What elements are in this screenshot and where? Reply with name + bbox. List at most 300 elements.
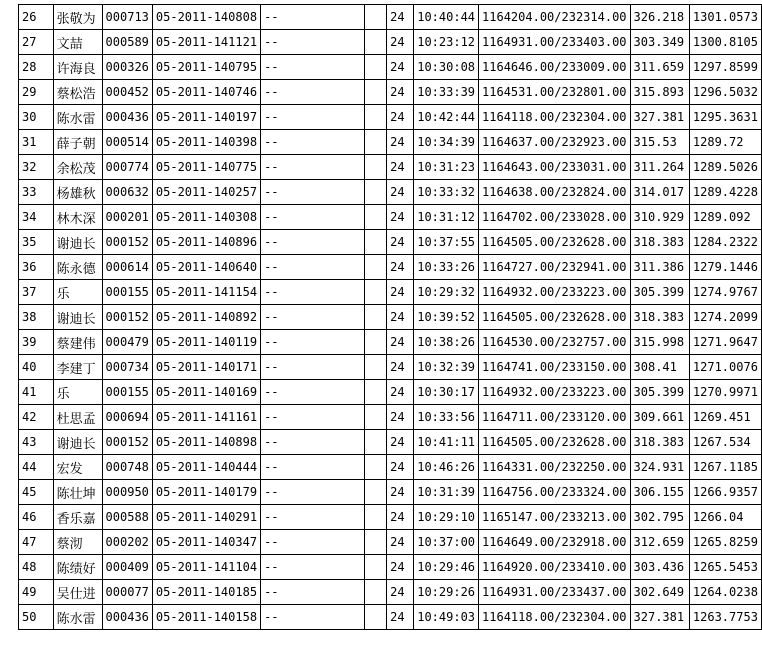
- leg-band-cell: 05-2011-140640: [152, 255, 260, 280]
- table-row: [19, 180, 762, 205]
- leg-band-cell: 05-2011-140158: [152, 605, 260, 630]
- speed-cell: 1296.5032: [689, 80, 761, 105]
- coordinates-cell: 1164531.00/232801.00: [479, 80, 631, 105]
- ring-number-cell: 000950: [102, 480, 152, 505]
- table-row: [19, 505, 762, 530]
- table-row: [19, 455, 762, 480]
- speed-cell: 1264.0238: [689, 580, 761, 605]
- day-cell: 24: [387, 580, 414, 605]
- rank-cell: 40: [19, 355, 54, 380]
- coordinates-cell: 1164756.00/233324.00: [479, 480, 631, 505]
- blank-cell: [365, 180, 387, 205]
- arrival-time-cell: 10:33:39: [414, 80, 479, 105]
- distance-cell: 302.649: [630, 580, 689, 605]
- day-cell: 24: [387, 255, 414, 280]
- rank-cell: 42: [19, 405, 54, 430]
- name-cell: 蔡建伟: [53, 330, 102, 355]
- blank-cell: [365, 80, 387, 105]
- distance-cell: 315.53: [630, 130, 689, 155]
- arrival-time-cell: 10:29:46: [414, 555, 479, 580]
- rank-cell: 41: [19, 380, 54, 405]
- arrival-time-cell: 10:31:39: [414, 480, 479, 505]
- distance-cell: 311.264: [630, 155, 689, 180]
- note-cell: --: [261, 105, 365, 130]
- leg-band-cell: 05-2011-140795: [152, 55, 260, 80]
- blank-cell: [365, 480, 387, 505]
- leg-band-cell: 05-2011-141104: [152, 555, 260, 580]
- leg-band-cell: 05-2011-140746: [152, 80, 260, 105]
- arrival-time-cell: 10:40:44: [414, 5, 479, 30]
- day-cell: 24: [387, 555, 414, 580]
- ring-number-cell: 000734: [102, 355, 152, 380]
- blank-cell: [365, 530, 387, 555]
- name-cell: 许海良: [53, 55, 102, 80]
- speed-cell: 1297.8599: [689, 55, 761, 80]
- table-row: [19, 530, 762, 555]
- ring-number-cell: 000514: [102, 130, 152, 155]
- day-cell: 24: [387, 355, 414, 380]
- blank-cell: [365, 130, 387, 155]
- results-table: [18, 4, 762, 630]
- day-cell: 24: [387, 430, 414, 455]
- arrival-time-cell: 10:33:26: [414, 255, 479, 280]
- table-row: [19, 55, 762, 80]
- speed-cell: 1289.092: [689, 205, 761, 230]
- name-cell: 谢迪长: [53, 305, 102, 330]
- coordinates-cell: 1164932.00/233223.00: [479, 380, 631, 405]
- arrival-time-cell: 10:29:32: [414, 280, 479, 305]
- rank-cell: 37: [19, 280, 54, 305]
- blank-cell: [365, 330, 387, 355]
- coordinates-cell: 1164643.00/233031.00: [479, 155, 631, 180]
- coordinates-cell: 1164649.00/232918.00: [479, 530, 631, 555]
- day-cell: 24: [387, 230, 414, 255]
- arrival-time-cell: 10:30:17: [414, 380, 479, 405]
- blank-cell: [365, 55, 387, 80]
- coordinates-cell: 1164530.00/232757.00: [479, 330, 631, 355]
- note-cell: --: [261, 180, 365, 205]
- distance-cell: 327.381: [630, 105, 689, 130]
- note-cell: --: [261, 555, 365, 580]
- ring-number-cell: 000152: [102, 230, 152, 255]
- name-cell: 蔡松浩: [53, 80, 102, 105]
- speed-cell: 1266.9357: [689, 480, 761, 505]
- ring-number-cell: 000589: [102, 30, 152, 55]
- results-rows: [19, 5, 762, 630]
- coordinates-cell: 1164741.00/233150.00: [479, 355, 631, 380]
- rank-cell: 38: [19, 305, 54, 330]
- distance-cell: 302.795: [630, 505, 689, 530]
- day-cell: 24: [387, 280, 414, 305]
- note-cell: --: [261, 280, 365, 305]
- table-row: [19, 480, 762, 505]
- day-cell: 24: [387, 180, 414, 205]
- day-cell: 24: [387, 380, 414, 405]
- table-row: [19, 80, 762, 105]
- day-cell: 24: [387, 405, 414, 430]
- coordinates-cell: 1164505.00/232628.00: [479, 230, 631, 255]
- ring-number-cell: 000632: [102, 180, 152, 205]
- leg-band-cell: 05-2011-140171: [152, 355, 260, 380]
- distance-cell: 318.383: [630, 430, 689, 455]
- name-cell: 薛子朝: [53, 130, 102, 155]
- blank-cell: [365, 605, 387, 630]
- coordinates-cell: 1164118.00/232304.00: [479, 105, 631, 130]
- distance-cell: 324.931: [630, 455, 689, 480]
- speed-cell: 1271.9647: [689, 330, 761, 355]
- rank-cell: 29: [19, 80, 54, 105]
- distance-cell: 311.659: [630, 55, 689, 80]
- blank-cell: [365, 205, 387, 230]
- blank-cell: [365, 255, 387, 280]
- rank-cell: 46: [19, 505, 54, 530]
- rank-cell: 28: [19, 55, 54, 80]
- ring-number-cell: 000614: [102, 255, 152, 280]
- distance-cell: 326.218: [630, 5, 689, 30]
- coordinates-cell: 1164118.00/232304.00: [479, 605, 631, 630]
- speed-cell: 1265.8259: [689, 530, 761, 555]
- table-row: [19, 105, 762, 130]
- note-cell: --: [261, 430, 365, 455]
- distance-cell: 327.381: [630, 605, 689, 630]
- name-cell: 张敬为: [53, 5, 102, 30]
- coordinates-cell: 1164931.00/233437.00: [479, 580, 631, 605]
- name-cell: 宏发: [53, 455, 102, 480]
- table-row: [19, 30, 762, 55]
- distance-cell: 315.893: [630, 80, 689, 105]
- leg-band-cell: 05-2011-140896: [152, 230, 260, 255]
- coordinates-cell: 1165147.00/233213.00: [479, 505, 631, 530]
- arrival-time-cell: 10:34:39: [414, 130, 479, 155]
- leg-band-cell: 05-2011-141161: [152, 405, 260, 430]
- note-cell: --: [261, 130, 365, 155]
- table-row: [19, 230, 762, 255]
- rank-cell: 30: [19, 105, 54, 130]
- distance-cell: 310.929: [630, 205, 689, 230]
- distance-cell: 303.349: [630, 30, 689, 55]
- arrival-time-cell: 10:41:11: [414, 430, 479, 455]
- rank-cell: 47: [19, 530, 54, 555]
- blank-cell: [365, 5, 387, 30]
- table-row: [19, 280, 762, 305]
- arrival-time-cell: 10:46:26: [414, 455, 479, 480]
- speed-cell: 1270.9971: [689, 380, 761, 405]
- leg-band-cell: 05-2011-141154: [152, 280, 260, 305]
- distance-cell: 306.155: [630, 480, 689, 505]
- blank-cell: [365, 280, 387, 305]
- arrival-time-cell: 10:29:10: [414, 505, 479, 530]
- ring-number-cell: 000694: [102, 405, 152, 430]
- note-cell: --: [261, 405, 365, 430]
- distance-cell: 318.383: [630, 305, 689, 330]
- distance-cell: 318.383: [630, 230, 689, 255]
- arrival-time-cell: 10:38:26: [414, 330, 479, 355]
- ring-number-cell: 000748: [102, 455, 152, 480]
- name-cell: 香乐嘉: [53, 505, 102, 530]
- ring-number-cell: 000436: [102, 605, 152, 630]
- note-cell: --: [261, 255, 365, 280]
- day-cell: 24: [387, 155, 414, 180]
- table-row: [19, 555, 762, 580]
- day-cell: 24: [387, 30, 414, 55]
- name-cell: 乐: [53, 280, 102, 305]
- speed-cell: 1274.2099: [689, 305, 761, 330]
- coordinates-cell: 1164505.00/232628.00: [479, 430, 631, 455]
- speed-cell: 1279.1446: [689, 255, 761, 280]
- note-cell: --: [261, 505, 365, 530]
- rank-cell: 43: [19, 430, 54, 455]
- rank-cell: 36: [19, 255, 54, 280]
- ring-number-cell: 000588: [102, 505, 152, 530]
- coordinates-cell: 1164931.00/233403.00: [479, 30, 631, 55]
- blank-cell: [365, 230, 387, 255]
- coordinates-cell: 1164331.00/232250.00: [479, 455, 631, 480]
- blank-cell: [365, 380, 387, 405]
- speed-cell: 1289.72: [689, 130, 761, 155]
- arrival-time-cell: 10:39:52: [414, 305, 479, 330]
- arrival-time-cell: 10:37:55: [414, 230, 479, 255]
- name-cell: 陈绩好: [53, 555, 102, 580]
- ring-number-cell: 000201: [102, 205, 152, 230]
- name-cell: 谢迪长: [53, 430, 102, 455]
- blank-cell: [365, 455, 387, 480]
- blank-cell: [365, 430, 387, 455]
- blank-cell: [365, 580, 387, 605]
- leg-band-cell: 05-2011-140398: [152, 130, 260, 155]
- name-cell: 陈永德: [53, 255, 102, 280]
- leg-band-cell: 05-2011-141121: [152, 30, 260, 55]
- speed-cell: 1295.3631: [689, 105, 761, 130]
- leg-band-cell: 05-2011-140119: [152, 330, 260, 355]
- table-row: [19, 330, 762, 355]
- blank-cell: [365, 355, 387, 380]
- table-row: [19, 605, 762, 630]
- table-row: [19, 155, 762, 180]
- coordinates-cell: 1164505.00/232628.00: [479, 305, 631, 330]
- blank-cell: [365, 555, 387, 580]
- day-cell: 24: [387, 605, 414, 630]
- coordinates-cell: 1164646.00/233009.00: [479, 55, 631, 80]
- day-cell: 24: [387, 480, 414, 505]
- ring-number-cell: 000152: [102, 430, 152, 455]
- leg-band-cell: 05-2011-140197: [152, 105, 260, 130]
- note-cell: --: [261, 305, 365, 330]
- speed-cell: 1301.0573: [689, 5, 761, 30]
- name-cell: 杨雄秋: [53, 180, 102, 205]
- ring-number-cell: 000155: [102, 380, 152, 405]
- speed-cell: 1289.4228: [689, 180, 761, 205]
- day-cell: 24: [387, 530, 414, 555]
- table-row: [19, 255, 762, 280]
- blank-cell: [365, 30, 387, 55]
- ring-number-cell: 000713: [102, 5, 152, 30]
- name-cell: 文喆: [53, 30, 102, 55]
- day-cell: 24: [387, 205, 414, 230]
- ring-number-cell: 000774: [102, 155, 152, 180]
- note-cell: --: [261, 55, 365, 80]
- name-cell: 陈壮坤: [53, 480, 102, 505]
- distance-cell: 311.386: [630, 255, 689, 280]
- leg-band-cell: 05-2011-140808: [152, 5, 260, 30]
- speed-cell: 1267.1185: [689, 455, 761, 480]
- note-cell: --: [261, 155, 365, 180]
- rank-cell: 44: [19, 455, 54, 480]
- table-row: [19, 130, 762, 155]
- leg-band-cell: 05-2011-140898: [152, 430, 260, 455]
- ring-number-cell: 000479: [102, 330, 152, 355]
- note-cell: --: [261, 355, 365, 380]
- name-cell: 蔡沏: [53, 530, 102, 555]
- day-cell: 24: [387, 80, 414, 105]
- speed-cell: 1271.0076: [689, 355, 761, 380]
- arrival-time-cell: 10:33:32: [414, 180, 479, 205]
- leg-band-cell: 05-2011-140185: [152, 580, 260, 605]
- coordinates-cell: 1164637.00/232923.00: [479, 130, 631, 155]
- leg-band-cell: 05-2011-140347: [152, 530, 260, 555]
- distance-cell: 305.399: [630, 280, 689, 305]
- distance-cell: 315.998: [630, 330, 689, 355]
- ring-number-cell: 000202: [102, 530, 152, 555]
- arrival-time-cell: 10:31:23: [414, 155, 479, 180]
- ring-number-cell: 000452: [102, 80, 152, 105]
- name-cell: 谢迪长: [53, 230, 102, 255]
- blank-cell: [365, 155, 387, 180]
- speed-cell: 1266.04: [689, 505, 761, 530]
- rank-cell: 27: [19, 30, 54, 55]
- leg-band-cell: 05-2011-140179: [152, 480, 260, 505]
- note-cell: --: [261, 230, 365, 255]
- leg-band-cell: 05-2011-140169: [152, 380, 260, 405]
- blank-cell: [365, 105, 387, 130]
- rank-cell: 26: [19, 5, 54, 30]
- speed-cell: 1263.7753: [689, 605, 761, 630]
- rank-cell: 32: [19, 155, 54, 180]
- arrival-time-cell: 10:31:12: [414, 205, 479, 230]
- rank-cell: 34: [19, 205, 54, 230]
- rank-cell: 39: [19, 330, 54, 355]
- distance-cell: 309.661: [630, 405, 689, 430]
- ring-number-cell: 000326: [102, 55, 152, 80]
- note-cell: --: [261, 80, 365, 105]
- note-cell: --: [261, 530, 365, 555]
- coordinates-cell: 1164638.00/232824.00: [479, 180, 631, 205]
- rank-cell: 35: [19, 230, 54, 255]
- distance-cell: 303.436: [630, 555, 689, 580]
- rank-cell: 31: [19, 130, 54, 155]
- leg-band-cell: 05-2011-140257: [152, 180, 260, 205]
- arrival-time-cell: 10:23:12: [414, 30, 479, 55]
- ring-number-cell: 000155: [102, 280, 152, 305]
- name-cell: 杜思孟: [53, 405, 102, 430]
- table-row: [19, 305, 762, 330]
- table-row: [19, 430, 762, 455]
- coordinates-cell: 1164727.00/232941.00: [479, 255, 631, 280]
- day-cell: 24: [387, 305, 414, 330]
- coordinates-cell: 1164932.00/233223.00: [479, 280, 631, 305]
- rank-cell: 45: [19, 480, 54, 505]
- day-cell: 24: [387, 505, 414, 530]
- name-cell: 吴仕进: [53, 580, 102, 605]
- ring-number-cell: 000409: [102, 555, 152, 580]
- speed-cell: 1269.451: [689, 405, 761, 430]
- name-cell: 林木深: [53, 205, 102, 230]
- note-cell: --: [261, 380, 365, 405]
- name-cell: 陈水雷: [53, 105, 102, 130]
- blank-cell: [365, 405, 387, 430]
- distance-cell: 312.659: [630, 530, 689, 555]
- arrival-time-cell: 10:37:00: [414, 530, 479, 555]
- ring-number-cell: 000436: [102, 105, 152, 130]
- speed-cell: 1289.5026: [689, 155, 761, 180]
- ring-number-cell: 000152: [102, 305, 152, 330]
- speed-cell: 1265.5453: [689, 555, 761, 580]
- leg-band-cell: 05-2011-140775: [152, 155, 260, 180]
- table-row: [19, 205, 762, 230]
- table-row: [19, 5, 762, 30]
- speed-cell: 1300.8105: [689, 30, 761, 55]
- arrival-time-cell: 10:32:39: [414, 355, 479, 380]
- rank-cell: 49: [19, 580, 54, 605]
- rank-cell: 33: [19, 180, 54, 205]
- coordinates-cell: 1164204.00/232314.00: [479, 5, 631, 30]
- leg-band-cell: 05-2011-140892: [152, 305, 260, 330]
- day-cell: 24: [387, 455, 414, 480]
- distance-cell: 314.017: [630, 180, 689, 205]
- day-cell: 24: [387, 130, 414, 155]
- ring-number-cell: 000077: [102, 580, 152, 605]
- blank-cell: [365, 305, 387, 330]
- day-cell: 24: [387, 105, 414, 130]
- arrival-time-cell: 10:30:08: [414, 55, 479, 80]
- distance-cell: 305.399: [630, 380, 689, 405]
- table-row: [19, 405, 762, 430]
- coordinates-cell: 1164702.00/233028.00: [479, 205, 631, 230]
- coordinates-cell: 1164920.00/233410.00: [479, 555, 631, 580]
- note-cell: --: [261, 5, 365, 30]
- arrival-time-cell: 10:42:44: [414, 105, 479, 130]
- day-cell: 24: [387, 5, 414, 30]
- table-row: [19, 380, 762, 405]
- note-cell: --: [261, 30, 365, 55]
- name-cell: 李建丁: [53, 355, 102, 380]
- note-cell: --: [261, 480, 365, 505]
- day-cell: 24: [387, 330, 414, 355]
- arrival-time-cell: 10:49:03: [414, 605, 479, 630]
- note-cell: --: [261, 205, 365, 230]
- table-row: [19, 355, 762, 380]
- leg-band-cell: 05-2011-140444: [152, 455, 260, 480]
- speed-cell: 1274.9767: [689, 280, 761, 305]
- speed-cell: 1284.2322: [689, 230, 761, 255]
- rank-cell: 48: [19, 555, 54, 580]
- coordinates-cell: 1164711.00/233120.00: [479, 405, 631, 430]
- note-cell: --: [261, 605, 365, 630]
- name-cell: 陈水雷: [53, 605, 102, 630]
- distance-cell: 308.41: [630, 355, 689, 380]
- name-cell: 余松茂: [53, 155, 102, 180]
- note-cell: --: [261, 580, 365, 605]
- name-cell: 乐: [53, 380, 102, 405]
- arrival-time-cell: 10:29:26: [414, 580, 479, 605]
- rank-cell: 50: [19, 605, 54, 630]
- day-cell: 24: [387, 55, 414, 80]
- leg-band-cell: 05-2011-140291: [152, 505, 260, 530]
- blank-cell: [365, 505, 387, 530]
- leg-band-cell: 05-2011-140308: [152, 205, 260, 230]
- note-cell: --: [261, 455, 365, 480]
- note-cell: --: [261, 330, 365, 355]
- table-row: [19, 580, 762, 605]
